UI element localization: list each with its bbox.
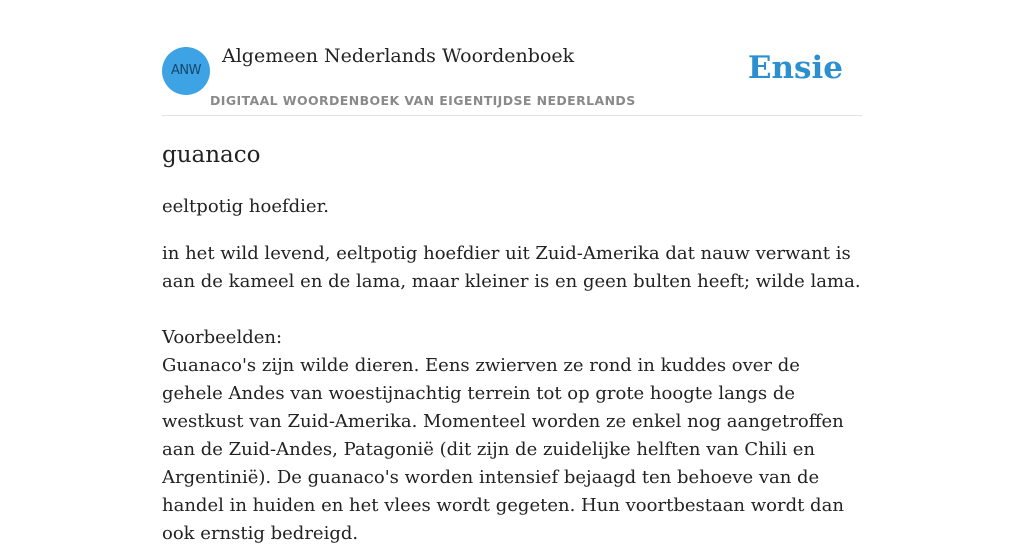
- entry-content: [162, 141, 862, 548]
- site-header: [162, 0, 862, 116]
- example-text: Guanaco's zijn wilde dieren. Eens zwierven ze rond in kuddes over de gehele Andes van woestijnachtig terrein tot op grote hoogte langs de westkust van Zuid-Amerika. Momenteel worden ze enkel nog aangetroffen aan de Zuid-Andes, Patagonië (dit zijn de zuidelijke helften van Chili en Argentinië). De guanaco's worden intensief bejaagd ten behoeve van de handel in huiden en het vlees wordt gegeten. Hun voortbestaan wordt dan ook ernstig bedreigd.: [162, 355, 844, 544]
- short-definition: eeltpotig hoefdier.: [162, 196, 329, 217]
- full-definition: in het wild levend, eeltpotig hoefdier uit Zuid-Amerika dat nauw verwant is aan de kameel en de lama, maar kleiner is en geen bulten heeft; wilde lama.: [162, 243, 861, 292]
- main-container: [162, 0, 862, 548]
- ensie-brand-logo[interactable]: Ensie: [747, 50, 843, 86]
- site-title[interactable]: Algemeen Nederlands Woordenboek: [222, 45, 575, 67]
- examples-label: Voorbeelden:: [162, 327, 283, 348]
- site-subtitle: DIGITAAL WOORDENBOEK VAN EIGENTIJDSE NEDERLANDS: [210, 93, 636, 108]
- entry-headword: guanaco: [162, 142, 261, 168]
- anw-logo[interactable]: ANW: [162, 47, 210, 95]
